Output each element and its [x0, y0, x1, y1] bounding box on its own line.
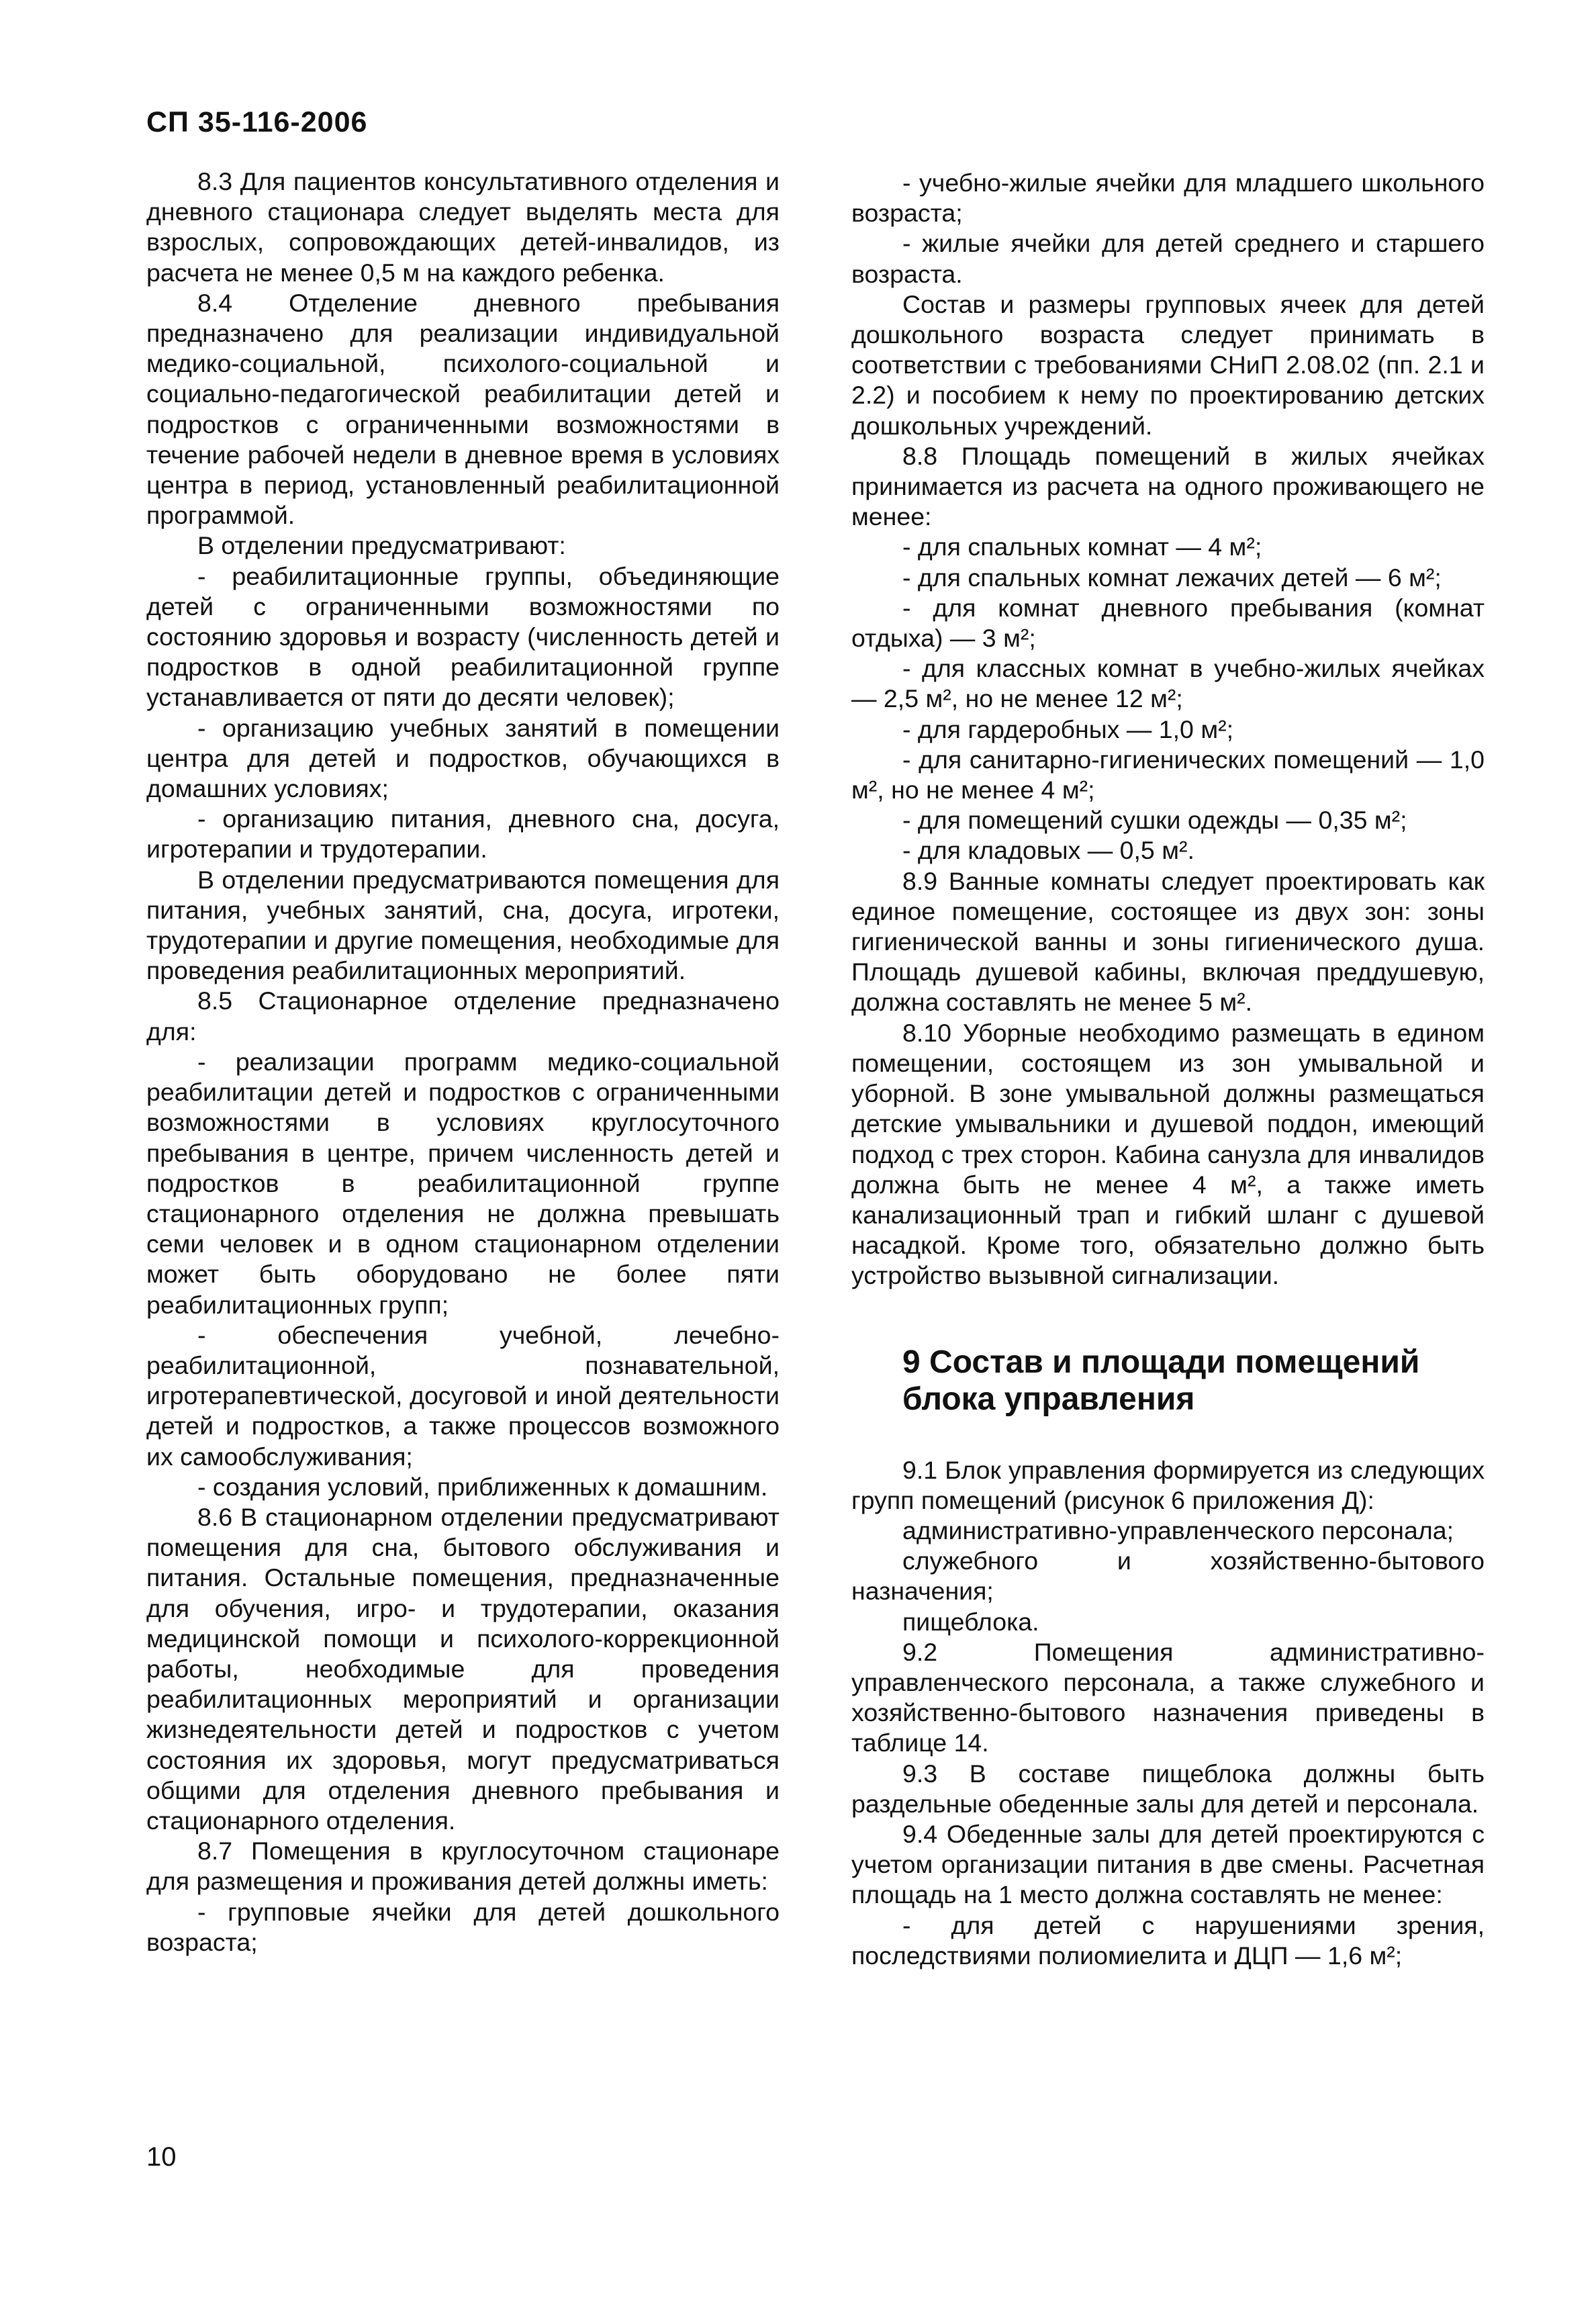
list-item: - для комнат дневного пребывания (комнат отдыха) — 3 м²;: [851, 593, 1485, 653]
list-item: - жилые ячейки для детей среднего и старшего возраста.: [851, 229, 1485, 288]
list-item: - для спальных комнат лежачих детей — 6 м²;: [902, 563, 1442, 592]
section-title: Состав и площади помещений блока управления: [902, 1344, 1420, 1417]
list-item: административно-управленческого персонала;: [902, 1516, 1454, 1545]
list-item: - для классных комнат в учебно-жилых ячейках — 2,5 м², но не менее 12 м²;: [851, 654, 1485, 713]
page-number: 10: [146, 2142, 177, 2172]
paragraph: В отделении предусматривают:: [197, 531, 566, 560]
list-item: - создания условий, приближенных к домашним.: [197, 1472, 768, 1501]
list-item: - учебно-жилые ячейки для младшего школьного возраста;: [851, 169, 1485, 228]
paragraph-8-3: 8.3 Для пациентов консультативного отделения и дневного стационара следует выделять места для взрослых, сопровождающих детей-инвалидов, из расчета не менее 0,5 м на каждого ребенка.: [146, 167, 780, 287]
paragraph-9-1: 9.1 Блок управления формируется из следующих групп помещений (рисунок 6 приложения Д):: [851, 1455, 1485, 1514]
paragraph-9-2: 9.2 Помещения административно-управленческого персонала, а также служебного и хозяйственно-бытового назначения приведены в таблице 14.: [851, 1637, 1485, 1757]
right-column: [851, 168, 1485, 1971]
paragraph-8-7: 8.7 Помещения в круглосуточном стационаре для размещения и проживания детей должны иметь:: [146, 1837, 780, 1896]
list-item: пищеблока.: [902, 1607, 1039, 1636]
list-item: - для спальных комнат — 4 м²;: [902, 533, 1262, 561]
paragraph-8-4: 8.4 Отделение дневного пребывания предназначено для реализации индивидуальной медико-социальной, психолого-социальной и социально-педагогической реабилитации детей и подростков с ограниченными возможностями в течение рабочей недели в дневное время в условиях центра в период, установленный реабилитационной программой.: [146, 288, 780, 530]
section-number: 9: [902, 1344, 921, 1380]
document-code: СП 35-116-2006: [146, 106, 368, 138]
paragraph-8-8: 8.8 Площадь помещений в жилых ячейках принимается из расчета на одного проживающего не менее:: [851, 441, 1485, 531]
list-item: - обеспечения учебной, лечебно-реабилитационной, познавательной, игротерапевтической, досуговой и иной деятельности детей и подростков, а также процессов возможного их самообслуживания;: [146, 1320, 780, 1471]
list-item: - для санитарно-гигиенических помещений — 1,0 м², но не менее 4 м²;: [851, 745, 1485, 804]
list-item: - для гардеробных — 1,0 м²;: [902, 715, 1234, 743]
left-column: [146, 167, 780, 1958]
paragraph-9-3: 9.3 В составе пищеблока должны быть раздельные обеденные залы для детей и персонала.: [851, 1759, 1485, 1818]
paragraph-8-9: 8.9 Ванные комнаты следует проектировать как единое помещение, состоящее из двух зон: зоны гигиенической ванны и зоны гигиенического душа. Площадь душевой кабины, включая преддушевую, должна составлять не менее 5 м².: [851, 866, 1485, 1017]
paragraph: Состав и размеры групповых ячеек для детей дошкольного возраста следует принимать в соответствии с требованиями СНиП 2.08.02 (пп. 2.1 и 2.2) и пособием к нему по проектированию детских дошкольных учреждений.: [851, 289, 1485, 440]
list-item: - для кладовых — 0,5 м².: [902, 836, 1194, 865]
paragraph-8-10: 8.10 Уборные необходимо размещать в едином помещении, состоящем из зон умывальной и уборной. В зоне умывальной должны размещаться детские умывальники и душевой поддон, имеющий подход с трех сторон. Кабина санузла для инвалидов должна быть не менее 4 м², а также иметь канализационный трап и гибкий шланг с душевой насадкой. Кроме того, обязательно должно быть устройство вызывной сигнализации.: [851, 1018, 1485, 1290]
paragraph-9-4: 9.4 Обеденные залы для детей проектируются с учетом организации питания в две смены. Расчетная площадь на 1 место должна составлять не менее:: [851, 1819, 1485, 1909]
list-item: - для детей с нарушениями зрения, последствиями полиомиелита и ДЦП — 1,6 м²;: [851, 1910, 1485, 1970]
section-heading: [851, 1344, 1485, 1418]
paragraph-8-6: 8.6 В стационарном отделении предусматривают помещения для сна, бытового обслуживания и питания. Остальные помещения, предназначенные для обучения, игро- и трудотерапии, оказания медицинской помощи и психолого-коррекционной работы, необходимые для проведения реабилитационных мероприятий и организации жизнедеятельности детей и подростков с учетом состояния их здоровья, могут предусматриваться общими для отделения дневного пребывания и стационарного отделения.: [146, 1502, 780, 1835]
paragraph: В отделении предусматриваются помещения для питания, учебных занятий, сна, досуга, игротеки, трудотерапии и другие помещения, необходимые для проведения реабилитационных мероприятий.: [146, 865, 780, 985]
list-item: - групповые ячейки для детей дошкольного возраста;: [146, 1897, 780, 1956]
list-item: служебного и хозяйственно-бытового назначения;: [851, 1547, 1485, 1606]
list-item: - реабилитационные группы, объединяющие детей с ограниченными возможностями по состоянию здоровья и возрасту (численность детей и подростков в одной реабилитационной группе устанавливается от пяти до десяти человек);: [146, 561, 780, 712]
paragraph-8-5: 8.5 Стационарное отделение предназначено для:: [146, 986, 780, 1046]
list-item: - для помещений сушки одежды — 0,35 м²;: [902, 806, 1407, 835]
list-item: - реализации программ медико-социальной реабилитации детей и подростков с ограниченными возможностями в условиях круглосуточного пребывания в центре, причем численность детей и подростков в реабилитационной группе стационарного отделения не должна превышать семи человек и в одном стационарном отделении может быть оборудовано не более пяти реабилитационных групп;: [146, 1047, 780, 1319]
list-item: - организацию питания, дневного сна, досуга, игротерапии и трудотерапии.: [146, 804, 780, 864]
list-item: - организацию учебных занятий в помещении центра для детей и подростков, обучающихся в домашних условиях;: [146, 713, 780, 803]
